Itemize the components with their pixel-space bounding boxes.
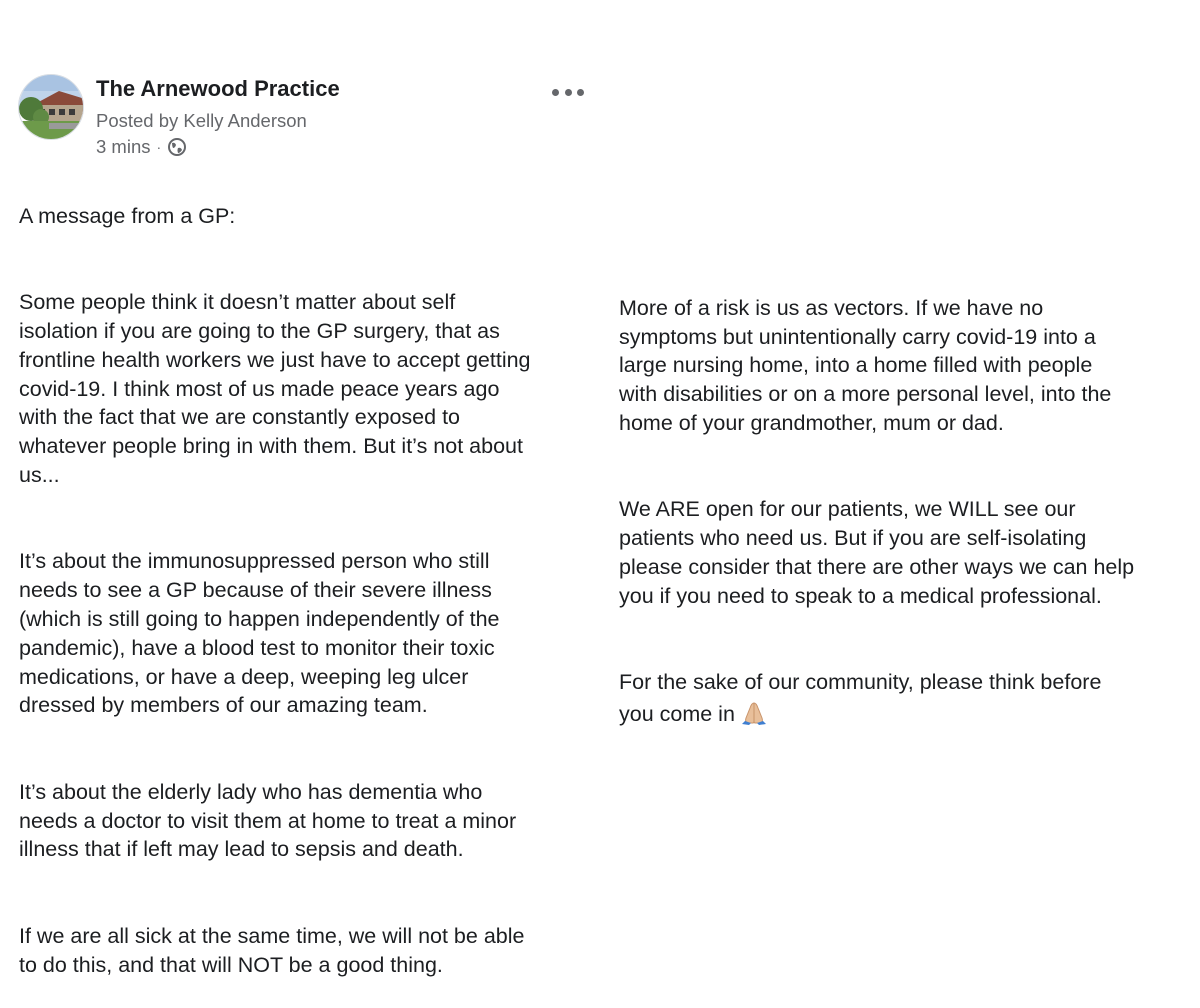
post-paragraph: It’s about the elderly lady who has dementia who needs a doctor to visit them at home to treat a minor illness that if left may lead to sepsis and death. [19, 779, 517, 862]
closing-text: For the sake of our community, please think before you come in [619, 670, 1102, 726]
post-paragraph: Some people think it doesn’t matter about self isolation if you are going to the GP surgery, that as frontline health workers we just have to accept getting covid-19. I think most of us made peace years ago with the fact that we are constantly exposed to whatever people bring in with them. But it’s not about us... [19, 290, 531, 487]
page-avatar[interactable] [18, 74, 84, 140]
more-dot [552, 89, 559, 96]
post-body-left [19, 173, 589, 1008]
posted-by: Posted by Kelly Anderson [96, 110, 307, 131]
post-paragraph-closing [619, 668, 1194, 729]
page-name[interactable]: The Arnewood Practice [96, 76, 340, 101]
post-header [18, 74, 588, 160]
meta-separator: · [156, 139, 162, 155]
more-dot [577, 89, 584, 96]
post-paragraph: It’s about the immunosuppressed person who still needs to see a GP because of their severe illness (which is still going to happen independently of the pandemic), have a blood test to monitor their toxic medications, or have a deep, weeping leg ulcer dressed by members of our amazing team. [19, 549, 500, 718]
timestamp[interactable]: 3 mins [96, 136, 151, 157]
post-paragraph: We ARE open for our patients, we WILL see our patients who need us. But if you are self-isolating please consider that there are other ways we can help you if you need to speak to a medical professional. [619, 497, 1135, 608]
more-dot [565, 89, 572, 96]
post-meta [96, 136, 187, 158]
post-paragraph: More of a risk is us as vectors. If we have no symptoms but unintentionally carry covid-19 into a large nursing home, into a home filled with people with disabilities or on a more personal level, into the home of your grandmother, mum or dad. [619, 295, 1112, 435]
folded-hands-emoji-icon [739, 697, 769, 727]
post-paragraph: A message from a GP: [19, 203, 236, 228]
building-photo-avatar-icon [19, 75, 84, 140]
post-body-right [619, 265, 1194, 758]
globe-icon [167, 137, 187, 157]
post-paragraph: If we are all sick at the same time, we will not be able to do this, and that will NOT be a good thing. [19, 923, 525, 977]
more-options-icon[interactable] [552, 82, 584, 102]
